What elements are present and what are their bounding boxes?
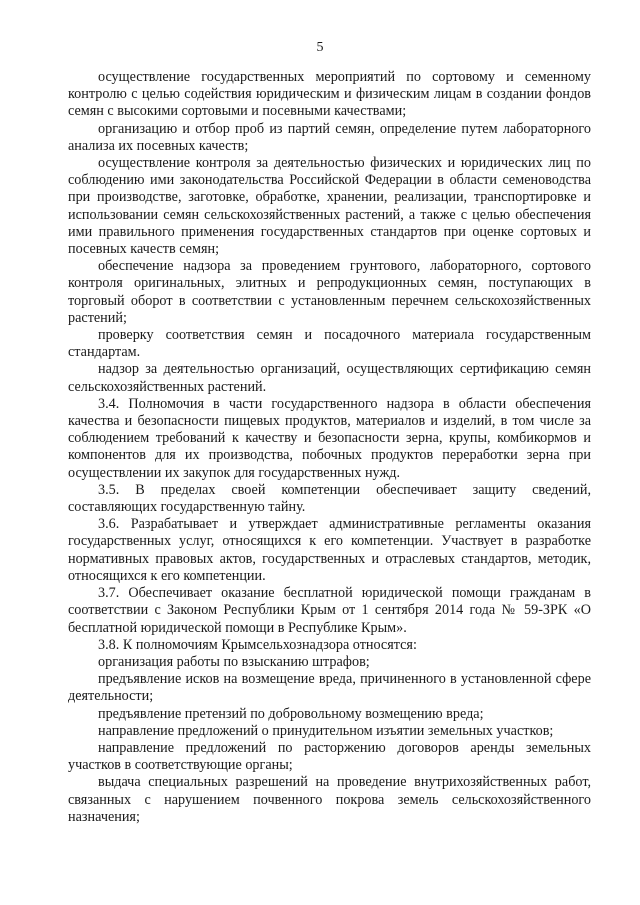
paragraph: проверку соответствия семян и посадочного материала государственным стандартам. — [68, 327, 591, 361]
paragraph-section-3-5: 3.5. В пределах своей компетенции обеспечивает защиту сведений, составляющих государственную тайну. — [68, 481, 591, 516]
paragraph: направление предложений по расторжению договоров аренды земельных участков в соответствующие органы; — [68, 739, 591, 774]
paragraph: предъявление исков на возмещение вреда, причиненного в установленной сфере деятельности; — [68, 671, 591, 705]
paragraph-section-3-8: 3.8. К полномочиям Крымсельхознадзора относятся: — [98, 636, 417, 653]
paragraph: направление предложений о принудительном изъятии земельных участков; — [98, 722, 554, 739]
paragraph-section-3-4: 3.4. Полномочия в части государственного надзора в области обеспечения качества и безопасности пищевых продуктов, материалов и изделий, в том числе за соблюдением требований к качеству и безопасности зерна, крупы, комбикормов и компонентов для их производства, побочных продуктов переработки зерна при осуществлении их закупок для государственных нужд. — [68, 395, 591, 481]
paragraph: надзор за деятельностью организаций, осуществляющих сертификацию семян сельскохозяйственных растений. — [68, 361, 591, 395]
paragraph: осуществление государственных мероприятий по сортовому и семенному контролю с целью содействия юридическим и физическим лицам в создании фондов семян с высокими сортовыми и посевными качествами; — [68, 69, 591, 120]
paragraph: организацию и отбор проб из партий семян, определение путем лабораторного анализа их посевных качеств; — [68, 120, 591, 154]
paragraph: обеспечение надзора за проведением грунтового, лабораторного, сортового контроля оригинальных, элитных и репродукционных семян, поступающих в торговый оборот в соответствии с установленным перечнем сельскохозяйственных растений; — [68, 258, 591, 326]
paragraph: выдача специальных разрешений на проведение внутрихозяйственных работ, связанных с нарушением почвенного покрова земель сельскохозяйственного назначения; — [68, 774, 591, 825]
paragraph: осуществление контроля за деятельностью физических и юридических лиц по соблюдению ими законодательства Российской Федерации в области семеноводства при производстве, заготовке, обработке, хранении, реализации, транспортировке и использовании семян сельскохозяйственных растений, а также с целью обеспечения ими правильного применения государственных стандартов при оценке сортовых и посевных качеств семян; — [68, 155, 591, 258]
paragraph-section-3-6: 3.6. Разрабатывает и утверждает административные регламенты оказания государственных услуг, относящихся к его компетенции. Участвует в разработке нормативных правовых актов, государственных и отраслевых стандартов, методик, относящихся к его компетенции. — [68, 516, 591, 584]
document-body — [68, 69, 591, 826]
paragraph-section-3-7: 3.7. Обеспечивает оказание бесплатной юридической помощи гражданам в соответствии с Законом Республики Крым от 1 сентября 2014 года № 59-ЗРК «О бесплатной юридической помощи в Республике Крым». — [68, 585, 591, 636]
paragraph: организация работы по взысканию штрафов; — [98, 653, 370, 670]
page-number: 5 — [316, 40, 324, 55]
paragraph: предъявление претензий по добровольному возмещению вреда; — [98, 705, 484, 722]
